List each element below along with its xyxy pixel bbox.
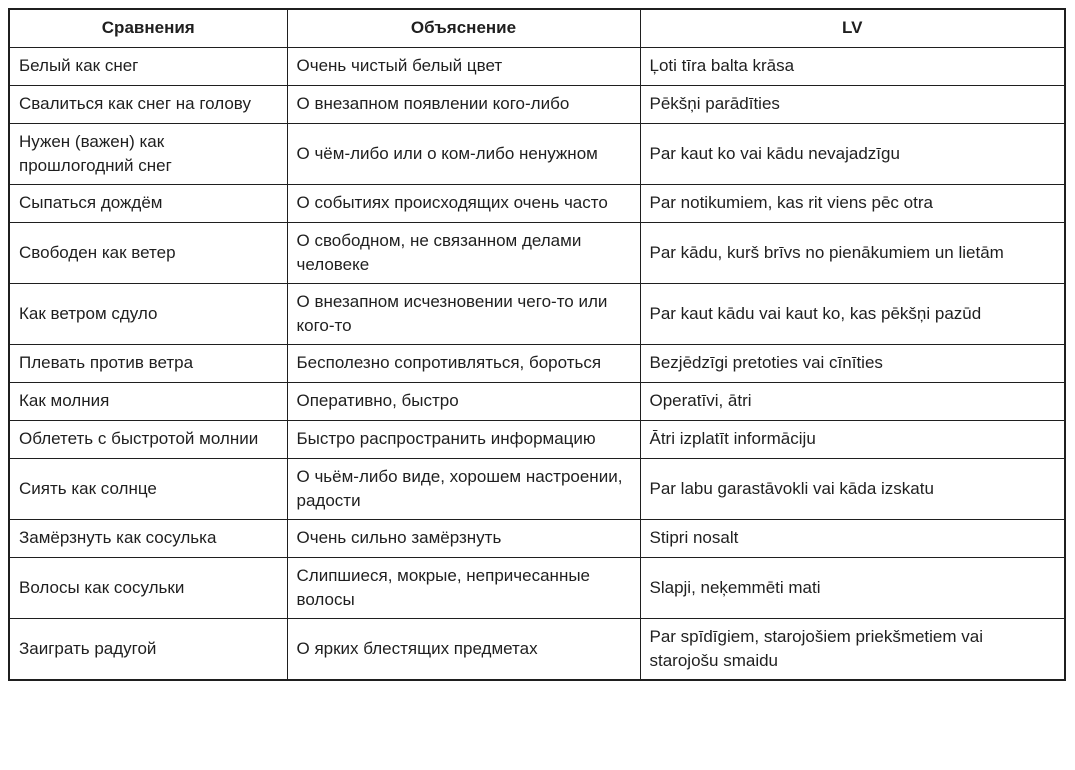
table-row [9, 382, 1065, 420]
header-lv: LV [640, 9, 1065, 47]
cell-explanation: Быстро распространить информацию [287, 420, 640, 458]
table-row [9, 222, 1065, 283]
cell-lv: Ļoti tīra balta krāsa [640, 47, 1065, 85]
cell-lv: Par spīdīgiem, starojošiem priekšmetiem vai starojošu smaidu [640, 618, 1065, 680]
cell-comparison: Волосы как сосульки [9, 557, 287, 618]
cell-explanation: О событиях происходящих очень часто [287, 184, 640, 222]
cell-explanation: Очень сильно замёрзнуть [287, 519, 640, 557]
cell-lv: Par notikumiem, kas rit viens pēc otra [640, 184, 1065, 222]
header-comparisons: Сравнения [9, 9, 287, 47]
cell-explanation: Оперативно, быстро [287, 382, 640, 420]
idioms-comparison-table [8, 8, 1066, 681]
table-row [9, 458, 1065, 519]
cell-comparison: Свободен как ветер [9, 222, 287, 283]
cell-explanation: О чьём-либо виде, хорошем настроении, радости [287, 458, 640, 519]
cell-comparison: Белый как снег [9, 47, 287, 85]
cell-comparison: Облететь с быстротой молнии [9, 420, 287, 458]
cell-comparison: Сиять как солнце [9, 458, 287, 519]
cell-lv: Ātri izplatīt informāciju [640, 420, 1065, 458]
cell-comparison: Замёрзнуть как сосулька [9, 519, 287, 557]
cell-explanation: Очень чистый белый цвет [287, 47, 640, 85]
cell-lv: Par labu garastāvokli vai kāda izskatu [640, 458, 1065, 519]
table-row [9, 47, 1065, 85]
cell-comparison: Как ветром сдуло [9, 283, 287, 344]
cell-lv: Slapji, neķemmēti mati [640, 557, 1065, 618]
cell-comparison: Свалиться как снег на голову [9, 85, 287, 123]
table-row [9, 420, 1065, 458]
cell-comparison: Заиграть радугой [9, 618, 287, 680]
cell-lv: Stipri nosalt [640, 519, 1065, 557]
cell-explanation: О свободном, не связанном делами человеке [287, 222, 640, 283]
cell-lv: Bezjēdzīgi pretoties vai cīnīties [640, 344, 1065, 382]
cell-lv: Par kaut kādu vai kaut ko, kas pēkšņi pazūd [640, 283, 1065, 344]
table-row [9, 519, 1065, 557]
table-row [9, 123, 1065, 184]
table-row [9, 184, 1065, 222]
cell-comparison: Как молния [9, 382, 287, 420]
table-row [9, 618, 1065, 680]
cell-lv: Operatīvi, ātri [640, 382, 1065, 420]
cell-comparison: Нужен (важен) как прошлогодний снег [9, 123, 287, 184]
cell-lv: Par kaut ko vai kādu nevajadzīgu [640, 123, 1065, 184]
cell-lv: Pēkšņi parādīties [640, 85, 1065, 123]
header-explanation: Объяснение [287, 9, 640, 47]
cell-lv: Par kādu, kurš brīvs no pienākumiem un lietām [640, 222, 1065, 283]
cell-explanation: Слипшиеся, мокрые, непричесанные волосы [287, 557, 640, 618]
cell-explanation: О внезапном исчезновении чего-то или кого-то [287, 283, 640, 344]
header-row [9, 9, 1065, 47]
table-row [9, 85, 1065, 123]
table-body [9, 47, 1065, 680]
cell-comparison: Сыпаться дождём [9, 184, 287, 222]
cell-explanation: О ярких блестящих предметах [287, 618, 640, 680]
cell-explanation: Бесполезно сопротивляться, бороться [287, 344, 640, 382]
cell-explanation: О внезапном появлении кого-либо [287, 85, 640, 123]
cell-explanation: О чём-либо или о ком-либо ненужном [287, 123, 640, 184]
cell-comparison: Плевать против ветра [9, 344, 287, 382]
table-row [9, 283, 1065, 344]
table-row [9, 557, 1065, 618]
table-row [9, 344, 1065, 382]
